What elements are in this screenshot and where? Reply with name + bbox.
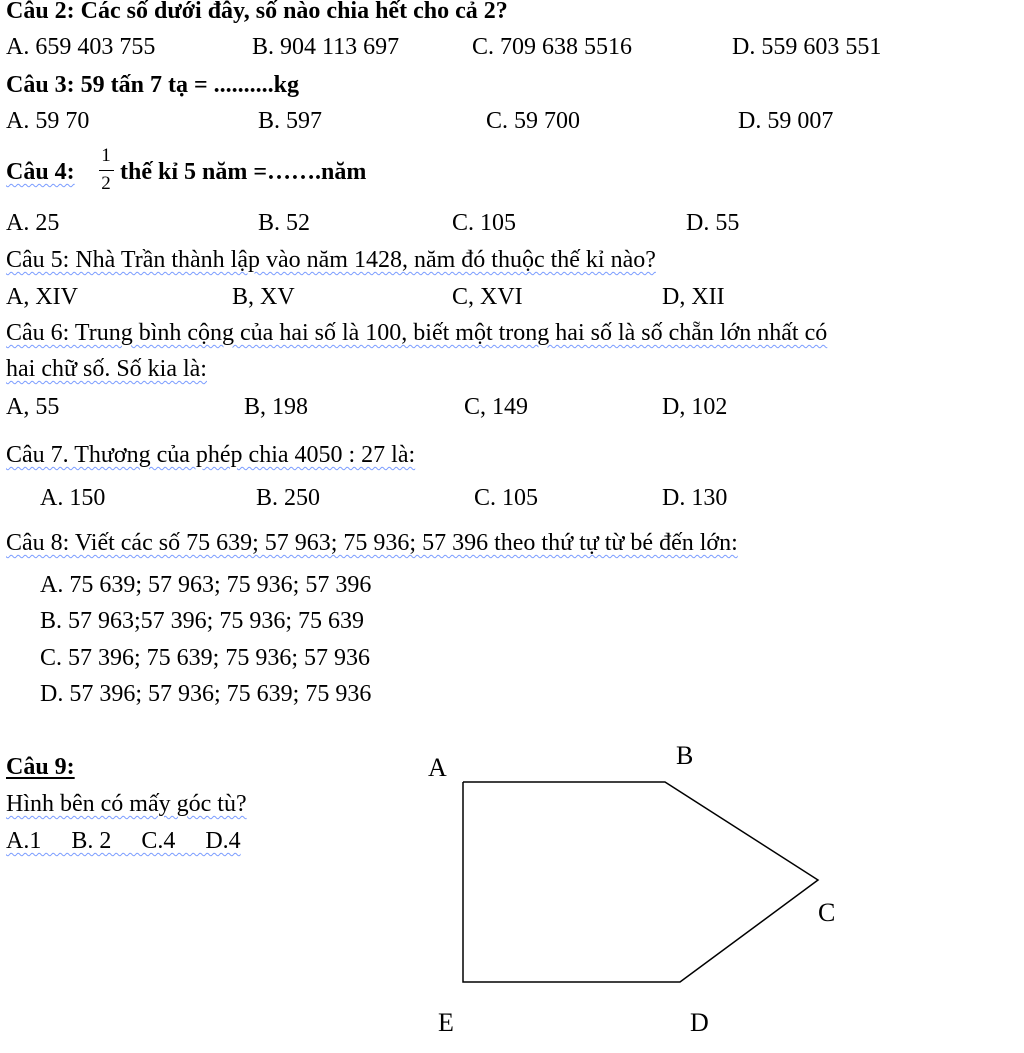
q9-question: Hình bên có mấy góc tù? [6,791,247,817]
q6-line-2: hai chữ số. Số kia là: [6,356,207,382]
q7-option-c: C. 105 [474,485,539,511]
q8-option-b: B. 57 963;57 396; 75 936; 75 639 [40,608,365,634]
vertex-label-c: C [818,898,836,927]
q3-option-d: D. 59 007 [738,108,834,134]
q4-fraction-denominator: 2 [101,173,111,194]
q2-option-a: A. 659 403 755 [6,34,156,60]
vertex-label-d: D [690,1008,709,1037]
q5-title: Câu 5: Nhà Trần thành lập vào năm 1428, năm đó thuộc thế kỉ nào? [6,247,656,273]
q6-line-1: Câu 6: Trung bình cộng của hai số là 100, biết một trong hai số là số chẵn lớn nhất có [6,320,828,346]
q9-options: A.1 B. 2 C.4 D.4 [6,828,241,854]
q3-title: Câu 3: 59 tấn 7 tạ = ..........kg [6,72,300,98]
q4-option-d: D. 55 [686,210,740,236]
q4-text: thế kỉ 5 năm =…….năm [120,159,367,185]
q4-option-c: C. 105 [452,210,517,236]
q5-option-d: D, XII [662,284,725,310]
vertex-label-e: E [438,1008,454,1037]
q5-option-c: C, XVI [452,284,523,310]
q3-option-a: A. 59 70 [6,108,90,134]
q7-option-d: D. 130 [662,485,728,511]
q5-option-b: B, XV [232,284,295,310]
q6-option-a: A, 55 [6,394,60,420]
q2-option-d: D. 559 603 551 [732,34,882,60]
q7-title: Câu 7. Thương của phép chia 4050 : 27 là: [6,442,416,468]
q4-option-b: B. 52 [258,210,311,236]
q5-option-a: A, XIV [6,284,78,310]
q8-title: Câu 8: Viết các số 75 639; 57 963; 75 936; 57 396 theo thứ tự từ bé đến lớn: [6,530,738,556]
q6-option-b: B, 198 [244,394,309,420]
q7-option-b: B. 250 [256,485,321,511]
q6-option-c: C, 149 [464,394,529,420]
q2-title: Câu 2: Các số dưới đây, số nào chia hết cho cả 2? [6,0,508,24]
vertex-label-a: A [428,753,447,782]
q7-option-a: A. 150 [40,485,106,511]
q8-option-c: C. 57 396; 75 639; 75 936; 57 936 [40,645,371,671]
q3-option-b: B. 597 [258,108,323,134]
q9-label: Câu 9: [6,754,75,780]
q4-fraction-numerator: 1 [101,145,111,166]
q6-option-d: D, 102 [662,394,728,420]
q4-label: Câu 4: [6,159,75,185]
q8-option-a: A. 75 639; 57 963; 75 936; 57 396 [40,572,372,598]
q2-option-b: B. 904 113 697 [252,34,400,60]
q8-option-d: D. 57 396; 57 936; 75 639; 75 936 [40,681,372,707]
q2-option-c: C. 709 638 5516 [472,34,633,60]
q4-option-a: A. 25 [6,210,60,236]
q3-option-c: C. 59 700 [486,108,581,134]
pentagon-outline [463,782,818,982]
vertex-label-b: B [676,741,694,770]
